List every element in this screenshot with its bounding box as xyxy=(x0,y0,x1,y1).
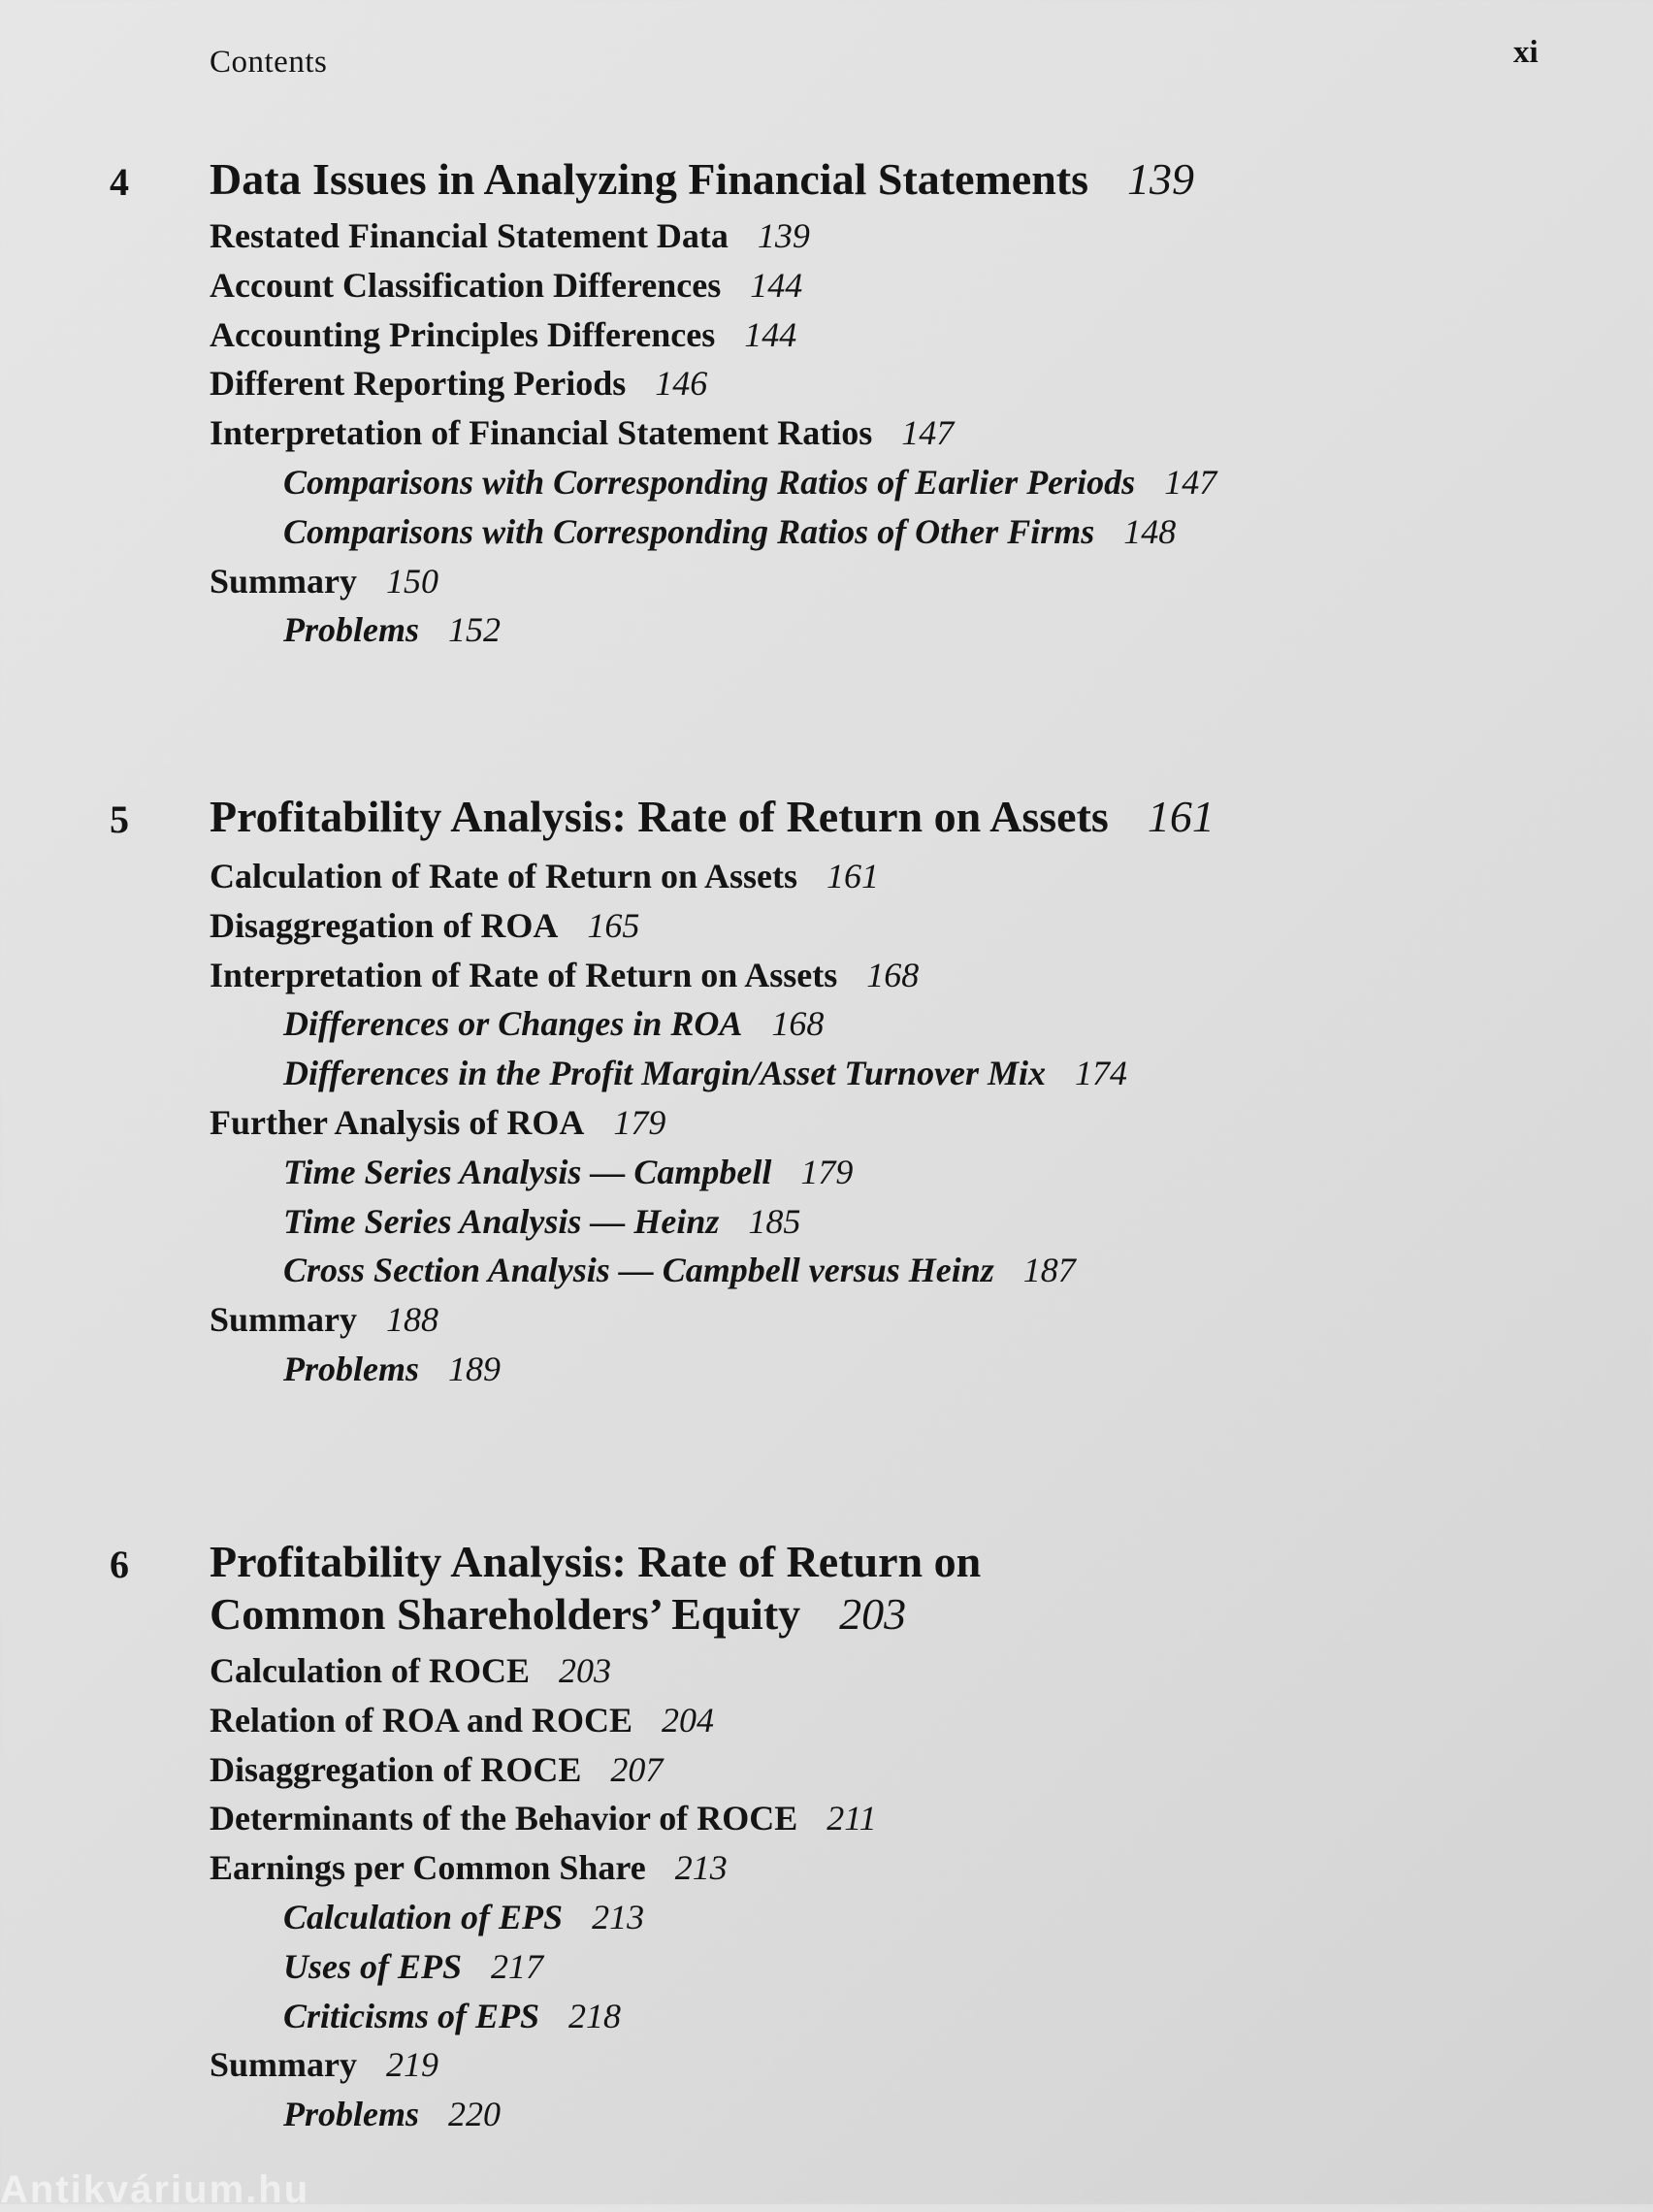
toc-entry-page: 203 xyxy=(559,1651,612,1690)
toc-entry-page: 144 xyxy=(744,314,797,354)
toc-entry-page: 213 xyxy=(592,1897,645,1936)
chapter-title xyxy=(210,153,1194,206)
toc-entry-label: Problems xyxy=(283,2095,419,2134)
chapter-number: 4 xyxy=(110,160,129,204)
toc-subentry xyxy=(210,1049,1127,1098)
toc-entry-label: Comparisons with Corresponding Ratios of Other Firms xyxy=(283,511,1095,551)
toc-entry-label: Summary xyxy=(210,1300,357,1340)
toc-entry-page: 161 xyxy=(826,857,879,895)
toc-entry-page: 185 xyxy=(748,1201,801,1241)
toc-entry-page: 150 xyxy=(386,561,438,601)
toc-entry-page: 139 xyxy=(757,216,810,255)
toc-entry-label: Interpretation of Rate of Return on Assets xyxy=(210,955,838,994)
toc-entry-page: 168 xyxy=(866,955,920,994)
toc-entry-list xyxy=(210,852,1127,1394)
toc-entry-label: Summary xyxy=(210,2045,357,2085)
toc-entry-page: 179 xyxy=(800,1152,854,1191)
toc-entry-label: Time Series Analysis — Heinz xyxy=(283,1201,720,1241)
toc-subentry xyxy=(210,1992,877,2041)
toc-entry-label: Problems xyxy=(283,1349,419,1388)
toc-subentry xyxy=(210,1197,1127,1247)
page-number: xi xyxy=(1513,35,1539,70)
toc-entry-label: Calculation of ROCE xyxy=(210,1651,531,1690)
toc-entry-page: 168 xyxy=(771,1004,825,1044)
chapter-number: 5 xyxy=(110,797,129,841)
toc-entry-page: 189 xyxy=(448,1349,501,1388)
toc-entry xyxy=(210,1794,877,1843)
toc-entry xyxy=(210,1295,1127,1345)
toc-subentry xyxy=(210,1893,877,1942)
chapter-page-number: 161 xyxy=(1147,792,1215,841)
chapter-title xyxy=(210,791,1215,843)
toc-entry-page: 174 xyxy=(1075,1054,1128,1093)
toc-entry-label: Disaggregation of ROA xyxy=(210,905,559,945)
toc-subentry xyxy=(210,1148,1127,1197)
toc-entry-page: 147 xyxy=(1164,462,1217,502)
toc-entry-label: Interpretation of Financial Statement Ratios xyxy=(210,413,873,453)
toc-entry-page: 146 xyxy=(655,364,708,404)
toc-entry xyxy=(210,261,1216,310)
toc-entry-label: Cross Section Analysis — Campbell versus Heinz xyxy=(283,1251,994,1290)
toc-entry xyxy=(210,359,1216,408)
toc-entry-list xyxy=(210,1646,877,2139)
toc-entry-label: Different Reporting Periods xyxy=(210,364,627,404)
toc-entry xyxy=(210,408,1216,458)
toc-entry xyxy=(210,211,1216,261)
toc-entry-label: Relation of ROA and ROCE xyxy=(210,1700,633,1740)
toc-entry xyxy=(210,1843,877,1893)
toc-entry xyxy=(210,951,1127,1000)
toc-entry-page: 188 xyxy=(386,1300,438,1340)
toc-entry-page: 148 xyxy=(1123,511,1177,551)
chapter-title-line xyxy=(210,1588,981,1641)
chapter-title-text: Common Shareholders’ Equity xyxy=(210,1589,801,1639)
toc-entry-page: 204 xyxy=(662,1700,715,1740)
toc-entry-label: Uses of EPS xyxy=(283,1946,463,1986)
toc-entry-page: 187 xyxy=(1022,1251,1076,1290)
toc-subentry xyxy=(210,458,1216,507)
toc-entry-page: 213 xyxy=(674,1848,728,1888)
toc-entry-label: Disaggregation of ROCE xyxy=(210,1749,582,1789)
toc-entry-label: Accounting Principles Differences xyxy=(210,314,716,354)
toc-subentry xyxy=(210,2090,877,2139)
chapter-number: 6 xyxy=(110,1543,129,1586)
toc-entry-label: Comparisons with Corresponding Ratios of Earlier Periods xyxy=(283,462,1136,502)
running-head: Contents xyxy=(210,45,328,80)
toc-entry xyxy=(210,557,1216,606)
toc-entry-label: Restated Financial Statement Data xyxy=(210,216,729,255)
toc-entry xyxy=(210,901,1127,951)
toc-entry xyxy=(210,1745,877,1795)
toc-subentry xyxy=(210,999,1127,1049)
chapter-title-text: Data Issues in Analyzing Financial Statements xyxy=(210,154,1089,204)
toc-entry-label: Differences or Changes in ROA xyxy=(283,1004,743,1044)
toc-entry-page: 211 xyxy=(826,1799,877,1838)
toc-entry-label: Problems xyxy=(283,610,419,650)
toc-entry-page: 220 xyxy=(448,2095,501,2134)
toc-entry xyxy=(210,1696,877,1745)
toc-entry-label: Determinants of the Behavior of ROCE xyxy=(210,1799,798,1838)
toc-entry-page: 147 xyxy=(901,413,955,453)
toc-entry-label: Summary xyxy=(210,561,357,601)
toc-entry-page: 179 xyxy=(613,1102,666,1142)
toc-entry-label: Earnings per Common Share xyxy=(210,1848,646,1888)
toc-entry xyxy=(210,2040,877,2090)
toc-entry-list xyxy=(210,211,1216,655)
chapter-title-text: Profitability Analysis: Rate of Return on Assets xyxy=(210,792,1109,841)
chapter-title xyxy=(210,1536,981,1641)
toc-subentry xyxy=(210,605,1216,655)
toc-entry xyxy=(210,1098,1127,1148)
toc-entry-page: 218 xyxy=(568,1996,622,2035)
toc-entry-page: 217 xyxy=(491,1946,544,1986)
chapter-title-line xyxy=(210,153,1194,206)
chapter-title-line xyxy=(210,791,1215,843)
toc-entry xyxy=(210,310,1216,360)
toc-subentry xyxy=(210,1345,1127,1394)
toc-entry-label: Further Analysis of ROA xyxy=(210,1102,585,1142)
toc-entry xyxy=(210,1646,877,1696)
toc-entry-label: Time Series Analysis — Campbell xyxy=(283,1152,772,1191)
chapter-title-line xyxy=(210,1536,981,1588)
toc-entry-page: 152 xyxy=(448,610,501,650)
toc-entry xyxy=(210,852,1127,901)
toc-entry-label: Calculation of EPS xyxy=(283,1897,564,1936)
toc-subentry xyxy=(210,1246,1127,1295)
chapter-title-text: Profitability Analysis: Rate of Return on xyxy=(210,1537,982,1586)
toc-entry-label: Calculation of Rate of Return on Assets xyxy=(210,857,797,895)
chapter-page-number: 139 xyxy=(1127,154,1195,204)
toc-entry-label: Account Classification Differences xyxy=(210,265,722,305)
toc-subentry xyxy=(210,1942,877,1992)
toc-subentry xyxy=(210,507,1216,557)
toc-entry-page: 144 xyxy=(750,265,803,305)
watermark: Antikvárium.hu xyxy=(0,2168,310,2211)
toc-entry-page: 207 xyxy=(610,1749,664,1789)
chapter-page-number: 203 xyxy=(839,1589,907,1639)
toc-entry-label: Criticisms of EPS xyxy=(283,1996,540,2035)
toc-entry-page: 165 xyxy=(587,905,640,945)
toc-entry-page: 219 xyxy=(386,2045,438,2085)
toc-entry-label: Differences in the Profit Margin/Asset Turnover Mix xyxy=(283,1054,1047,1093)
